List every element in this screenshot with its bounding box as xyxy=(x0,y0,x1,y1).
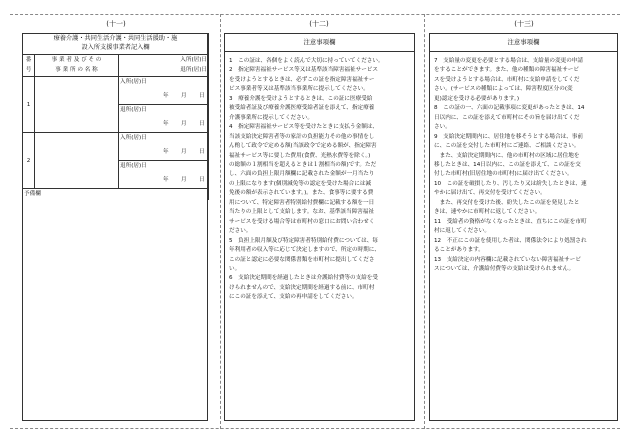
row-1-provider-name[interactable] xyxy=(35,77,119,133)
note-line: に、この証を交付した市町村にご連絡、ご相談ください。 xyxy=(434,143,580,150)
header-number-go: 号 xyxy=(25,67,32,73)
header-leave-date: 退所(居)日 xyxy=(180,67,207,73)
note-line: スを受けようとする場合は、市町村に支給申請をしてくだ xyxy=(434,76,580,83)
panel-number-11: (十一) xyxy=(106,20,126,28)
note-line: 9 支給決定期間内に、居住地を移そうとする場合は、事前 xyxy=(434,133,583,140)
row-1-leave-cell[interactable] xyxy=(119,105,209,133)
note-line: 8 この証の一、六面の記載事項に変更があったときは、14 xyxy=(434,105,585,112)
row-2-admit-year: 年 xyxy=(163,149,169,155)
note-line: けられませんので、支給決定期間を経過する前に、市町村 xyxy=(229,284,375,291)
note-line: い。 xyxy=(229,265,241,272)
note-line: さい。(サービスの種類によっては、障害程度区分の(変 xyxy=(434,86,573,93)
note-line: 11 受給者の資格がなくなったときは、直ちにこの証を市町 xyxy=(434,218,587,225)
row-1-admit-day: 日 xyxy=(199,93,205,99)
row-2-leave-day: 日 xyxy=(199,177,205,183)
spare-field-label: 予備欄 xyxy=(24,191,41,197)
header-admit-date: 入所(居)日 xyxy=(180,57,207,63)
row-2-leave-label: 退所(居)日 xyxy=(120,163,147,169)
note-line: の上限になります(個別減免等の認定を受けた場合には減 xyxy=(229,180,372,187)
note-line: 介護事業所に提示してください。 xyxy=(229,114,313,121)
header-provider-line2: 事 業 所 の 名 称 xyxy=(55,67,98,73)
register-title xyxy=(23,34,209,55)
note-line: にこの証を添えて、支給の再申請をしてください。 xyxy=(229,294,358,301)
fold-line-left xyxy=(220,14,221,429)
note-line: 13 支給決定の内容欄に記載されていない障害福祉サービ xyxy=(434,256,581,263)
note-line: きは、速やかに市町村に返してください。 xyxy=(434,209,541,216)
row-2-admit-day: 日 xyxy=(199,149,205,155)
row-2-admit-label: 入所(居)日 xyxy=(120,135,147,141)
row-1-admit-cell[interactable] xyxy=(119,77,209,105)
note-line: 福祉サービス等に要した費用(食費、光熱水費等を除く。) xyxy=(229,152,371,159)
note-line: 5 負担上限月額及び特定障害者特別給付費については、毎 xyxy=(229,237,378,244)
note-line: ることがあります。 xyxy=(434,247,484,254)
header-provider-line1: 事 業 者 及 び そ の xyxy=(51,57,102,63)
panel-number-13: (十三) xyxy=(514,20,534,28)
note-line: し、六面の負担上限月額欄に記載された金額が一月当たり xyxy=(229,171,375,178)
top-cut-line xyxy=(10,14,620,15)
note-line: また、支給決定期間内に、他の市町村の区域に居住地を xyxy=(434,152,580,159)
note-line: また、再交付を受けた後、紛失したこの証を発見したと xyxy=(434,199,580,206)
notes-list-12 xyxy=(229,57,384,303)
row-1-number: 1 xyxy=(23,77,35,133)
note-line: 移したときは、14日以内に、この証を添えて、この証を交 xyxy=(434,161,581,168)
row-2-number: 2 xyxy=(23,133,35,189)
header-provider-name xyxy=(35,55,119,77)
note-line: ん酌して政令で定める額(当該政令で定める額が、指定障害 xyxy=(229,143,377,150)
fold-line-right xyxy=(424,14,425,429)
header-dates xyxy=(119,55,209,77)
note-line: の総額の１割相当を超えるときは１割相当の額)です。ただ xyxy=(229,161,377,168)
note-line: を受けようとするときは、必ずこの証を指定障害福祉サー xyxy=(229,76,375,83)
row-1-leave-day: 日 xyxy=(199,121,205,127)
notes-list-13 xyxy=(434,57,587,274)
note-line: 村に返してください。 xyxy=(434,228,490,235)
note-line: 免後の額が表示されています。)。また、食事等に要する費 xyxy=(229,190,374,197)
row-1-admit-month: 月 xyxy=(181,93,187,99)
register-title-line2: 設入所支援事業者記入欄 xyxy=(81,44,150,51)
row-1-leave-month: 月 xyxy=(181,121,187,127)
note-line: 日以内に、この証を添えて市町村にその旨を届け出てくだ xyxy=(434,114,580,121)
row-2-leave-year: 年 xyxy=(163,177,169,183)
header-number xyxy=(23,55,35,77)
provider-register-table xyxy=(22,33,209,200)
register-title-line1: 療養介護・共同生活介護・共同生活援助・施 xyxy=(53,35,178,42)
note-line: 更)認定を受ける必要があります。) xyxy=(434,95,520,102)
note-line: をすることができます。また、他の種類の障害福祉サービ xyxy=(434,67,579,74)
notes-heading-12: 注意事項欄 xyxy=(224,33,415,52)
note-line: 当たりの上限として支給します。なお、基準該当障害福祉 xyxy=(229,209,374,216)
note-line: 7 支給量の変更を必要とする場合は、支給量の変更の申請 xyxy=(434,58,583,64)
note-line: 年利用者の収入等に応じて決定しますので、所定の時期に、 xyxy=(229,247,380,254)
spare-field[interactable] xyxy=(23,189,209,200)
header-number-ban: 番 xyxy=(25,57,32,63)
note-line: さい。 xyxy=(434,124,451,131)
row-1-admit-year: 年 xyxy=(163,93,169,99)
row-2-leave-cell[interactable] xyxy=(119,161,209,189)
note-line: 2 指定障害福祉サービス等又は基準該当障害福祉サービス xyxy=(229,67,378,74)
note-line: 被受給者証及び療養介護医療受給者証を添えて、指定療養 xyxy=(229,105,375,112)
notes-heading-13: 注意事項欄 xyxy=(429,33,618,52)
note-line: 付した市町村(旧居住地の市町村)に届け出てください。 xyxy=(434,171,573,178)
note-line: 10 この証を破損したり、汚したり又は紛失したときは、速 xyxy=(434,180,587,187)
row-1-leave-year: 年 xyxy=(163,121,169,127)
note-line: 1 この証は、各個をよく読んで大切に持っていてください。 xyxy=(229,58,384,64)
note-line: ださい。 xyxy=(229,228,252,235)
note-line: 12 不正にこの証を使用した者は、関係法令により処罰され xyxy=(434,237,587,244)
note-line: サービスを受ける場合等は市町村の窓口にお問い合わせく xyxy=(229,218,375,225)
row-1-admit-label: 入所(居)日 xyxy=(120,79,147,85)
panel-number-12: (十二) xyxy=(309,20,329,28)
note-line: 3 療養介護を受けようとするときは、この証に医療受給 xyxy=(229,95,373,102)
note-line: スについては、介護給付費等の支給は受けられません。 xyxy=(434,265,575,272)
row-2-admit-cell[interactable] xyxy=(119,133,209,161)
note-line: 当該支給決定障害者等の家計の負担能力その他の事情をし xyxy=(229,133,375,140)
note-line: 4 指定障害福祉サービス等を受けたときに支払う金額は、 xyxy=(229,124,378,131)
bottom-cut-line xyxy=(10,428,620,429)
note-line: ビス事業者等又は基準該当事業所に提示してください。 xyxy=(229,86,369,93)
note-line: やかに届け出て、再交付を受けてください。 xyxy=(434,190,546,197)
note-line: この証と認定に必要な関係書類を市町村に提出してくださ xyxy=(229,256,375,263)
note-line: 6 支給決定期間を経過したときは介護給付費等の支給を受 xyxy=(229,275,378,282)
row-1-leave-label: 退所(居)日 xyxy=(120,107,147,113)
row-2-admit-month: 月 xyxy=(181,149,187,155)
row-2-leave-month: 月 xyxy=(181,177,187,183)
row-2-provider-name[interactable] xyxy=(35,133,119,189)
note-line: 用について、特定障害者特別給付費欄に記載する額を一日 xyxy=(229,199,375,206)
